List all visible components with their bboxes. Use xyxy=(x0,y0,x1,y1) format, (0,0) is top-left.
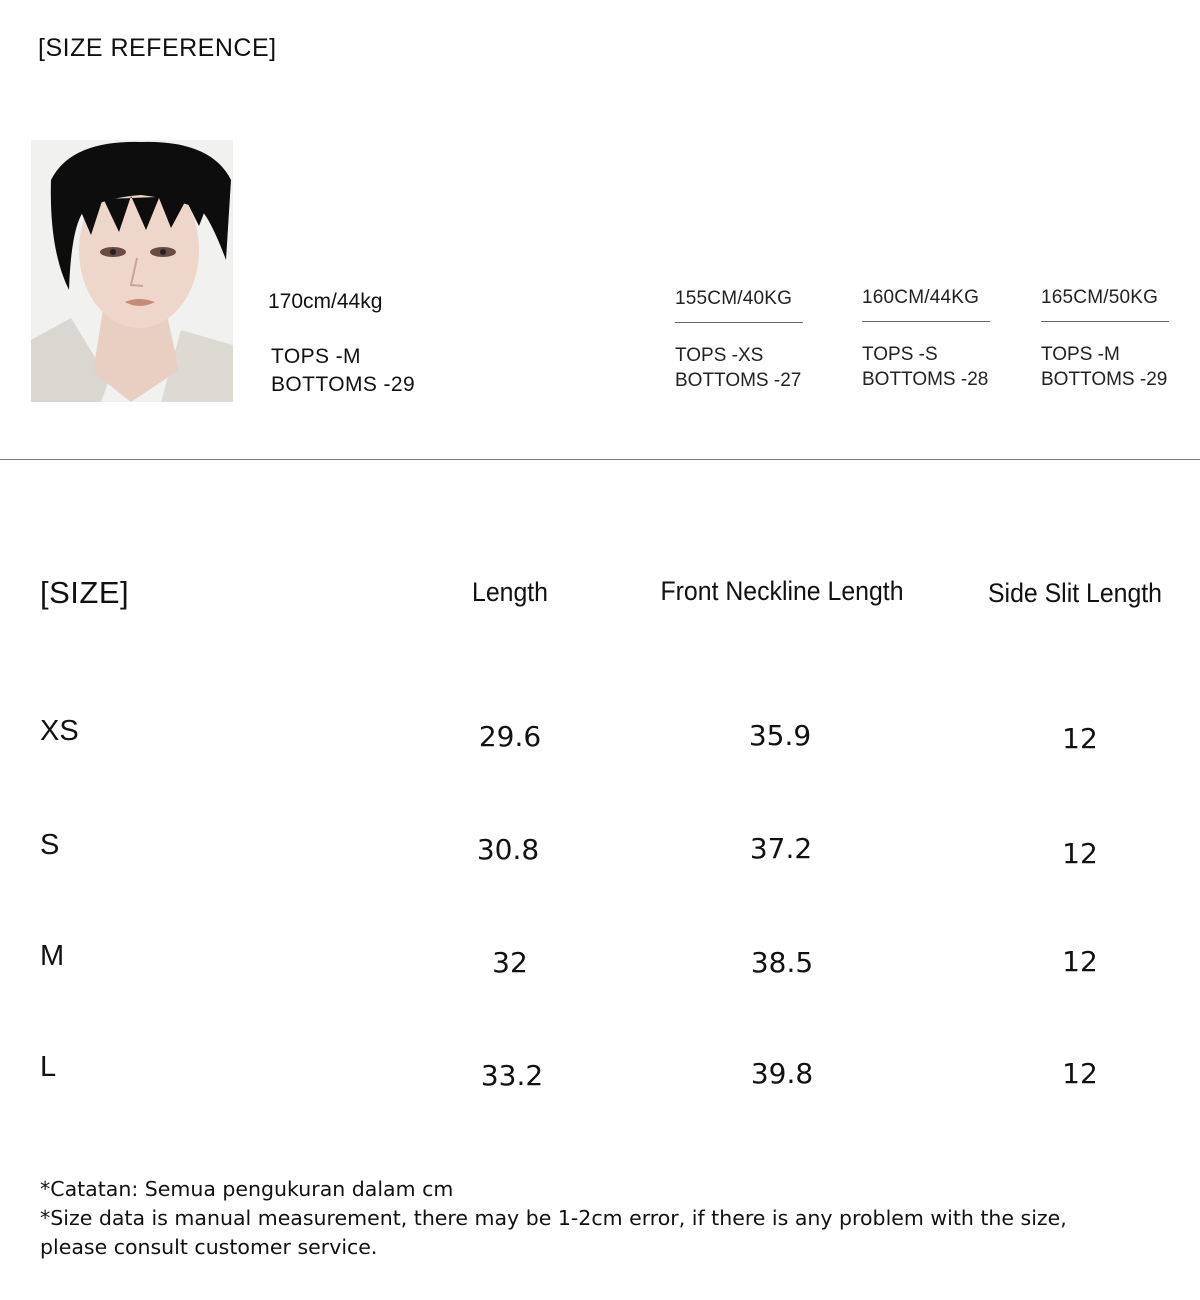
body-type-divider xyxy=(862,321,990,322)
cell-s-side-slit: 12 xyxy=(1062,837,1098,870)
cell-xs-length: 29.6 xyxy=(478,720,542,753)
cell-m-front-neckline: 38.5 xyxy=(750,946,814,979)
body-type-bottoms: BOTTOMS -27 xyxy=(675,370,802,391)
cell-xs-front-neckline: 35.9 xyxy=(748,719,812,752)
note-customer-service: please consult customer service. xyxy=(40,1235,378,1259)
cell-m-length: 32 xyxy=(492,946,528,979)
body-type-divider xyxy=(1041,321,1169,322)
size-label-xs: XS xyxy=(40,715,79,747)
body-type-tops: TOPS -XS xyxy=(675,345,764,366)
column-header-side-slit-length: Side Slit Length xyxy=(987,578,1162,608)
body-type-stats: 165CM/50KG xyxy=(1041,287,1159,308)
body-type-160 xyxy=(862,287,997,391)
cell-m-side-slit: 12 xyxy=(1062,945,1098,978)
cell-l-side-slit: 12 xyxy=(1062,1057,1098,1090)
note-units: *Catatan: Semua pengukuran dalam cm xyxy=(40,1177,454,1201)
size-reference-title: [SIZE REFERENCE] xyxy=(38,34,277,62)
cell-xs-side-slit: 12 xyxy=(1062,722,1098,755)
size-table-title: [SIZE] xyxy=(40,575,130,610)
model-tops-size: TOPS -M xyxy=(271,345,361,368)
body-type-155 xyxy=(675,288,810,392)
section-divider xyxy=(0,459,1200,460)
body-type-bottoms: BOTTOMS -29 xyxy=(1041,369,1168,390)
body-type-tops: TOPS -M xyxy=(1041,344,1120,365)
column-header-front-neckline-length: Front Neckline Length xyxy=(660,576,904,606)
body-type-bottoms: BOTTOMS -28 xyxy=(862,369,989,390)
model-bottoms-size: BOTTOMS -29 xyxy=(271,373,416,396)
column-header-length: Length xyxy=(472,577,548,607)
body-type-tops: TOPS -S xyxy=(862,344,938,365)
cell-l-front-neckline: 39.8 xyxy=(750,1057,814,1090)
size-label-l: L xyxy=(40,1051,57,1083)
body-type-stats: 160CM/44KG xyxy=(862,287,980,308)
note-measurement-error: *Size data is manual measurement, there may be 1-2cm error, if there is any problem with the size, xyxy=(40,1206,1067,1230)
cell-l-length: 33.2 xyxy=(480,1059,544,1092)
model-photo xyxy=(31,140,233,402)
model-stats: 170cm/44kg xyxy=(268,290,383,313)
body-type-stats: 155CM/40KG xyxy=(675,288,793,309)
size-label-s: S xyxy=(40,829,60,861)
cell-s-front-neckline: 37.2 xyxy=(749,832,813,865)
cell-s-length: 30.8 xyxy=(476,833,540,866)
body-type-165 xyxy=(1041,287,1176,391)
body-type-divider xyxy=(675,322,803,323)
size-label-m: M xyxy=(40,940,65,972)
